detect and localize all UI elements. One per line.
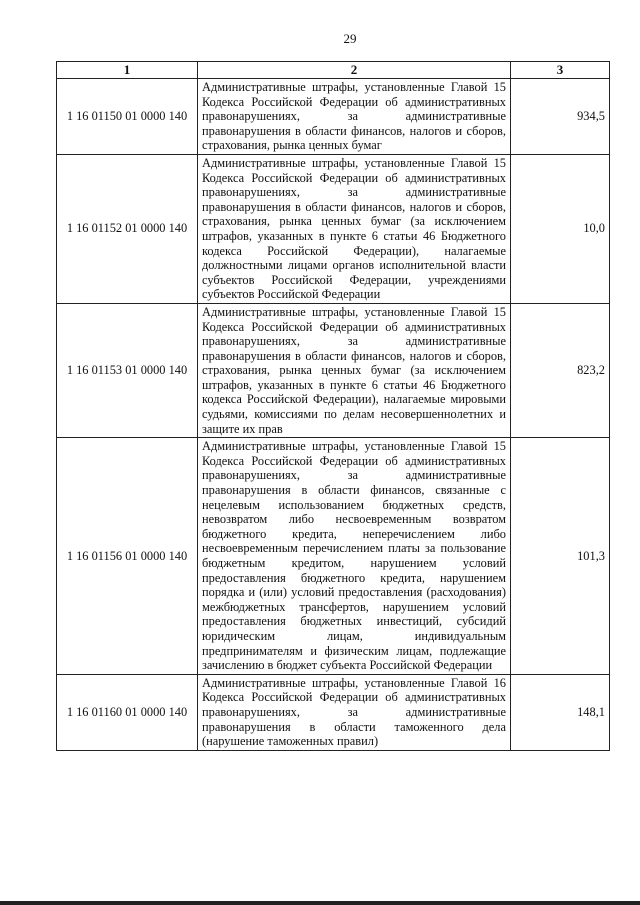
row-code: 1 16 01160 01 0000 140	[57, 674, 198, 750]
row-description: Административные штрафы, установленные Главой 15 Кодекса Российской Федерации об административных правонарушениях, за административные правонарушения в области финансов, связанные с нецелевым использованием бюджетных средств, невозвратом либо несвоевременным возвратом бюджетного кредита, неперечислением либо несвоевременным перечислением платы за пользование бюджетным кредитом, нарушением условий предоставления бюджетного кредита, нарушением порядка и (или) условий предоставления (расходования) межбюджетных трансфертов, нарушением условий предоставления бюджетных инвестиций, субсидий юридическим лицам, индивидуальным предпринимателям и физическим лицам, подлежащие зачислению в бюджет субъекта Российской Федерации	[198, 438, 511, 675]
column-header-description: 2	[198, 62, 511, 79]
row-description: Административные штрафы, установленные Главой 15 Кодекса Российской Федерации об административных правонарушениях, за административные правонарушения в области финансов, налогов и сборов, страхования, рынка ценных бумаг (за исключением штрафов, указанных в пункте 6 статьи 46 Бюджетного кодекса Российской Федерации), налагаемые должностными лицами органов исполнительной власти субъектов Российской Федерации, учреждениями субъектов Российской Федерации	[198, 154, 511, 303]
page-number: 29	[343, 31, 357, 46]
table-header-row	[57, 62, 610, 79]
row-amount: 823,2	[511, 303, 610, 437]
row-code: 1 16 01153 01 0000 140	[57, 303, 198, 437]
budget-revenue-table	[56, 61, 610, 751]
row-amount: 148,1	[511, 674, 610, 750]
row-code: 1 16 01150 01 0000 140	[57, 79, 198, 155]
row-amount: 934,5	[511, 79, 610, 155]
row-code: 1 16 01152 01 0000 140	[57, 154, 198, 303]
row-amount: 101,3	[511, 438, 610, 675]
table-row	[57, 79, 610, 155]
column-header-amount: 3	[511, 62, 610, 79]
row-amount: 10,0	[511, 154, 610, 303]
table-row	[57, 303, 610, 437]
row-description: Административные штрафы, установленные Главой 15 Кодекса Российской Федерации об административных правонарушениях, за административные правонарушения в области финансов, налогов и сборов, страхования, рынка ценных бумаг (за исключением штрафов, указанных в пункте 6 статьи 46 Бюджетного кодекса Российской Федерации), налагаемые мировыми судьями, комиссиями по делам несовершеннолетних и защите их прав	[198, 303, 511, 437]
row-description: Административные штрафы, установленные Главой 15 Кодекса Российской Федерации об административных правонарушениях, за административные правонарушения в области финансов, налогов и сборов, страхования, рынка ценных бумаг	[198, 79, 511, 155]
row-description: Административные штрафы, установленные Главой 16 Кодекса Российской Федерации об административных правонарушениях, за административные правонарушения в области таможенного дела (нарушение таможенных правил)	[198, 674, 511, 750]
table-row	[57, 154, 610, 303]
row-code: 1 16 01156 01 0000 140	[57, 438, 198, 675]
scan-edge-line	[0, 901, 640, 905]
column-header-code: 1	[57, 62, 198, 79]
table-row	[57, 438, 610, 675]
table-row	[57, 674, 610, 750]
